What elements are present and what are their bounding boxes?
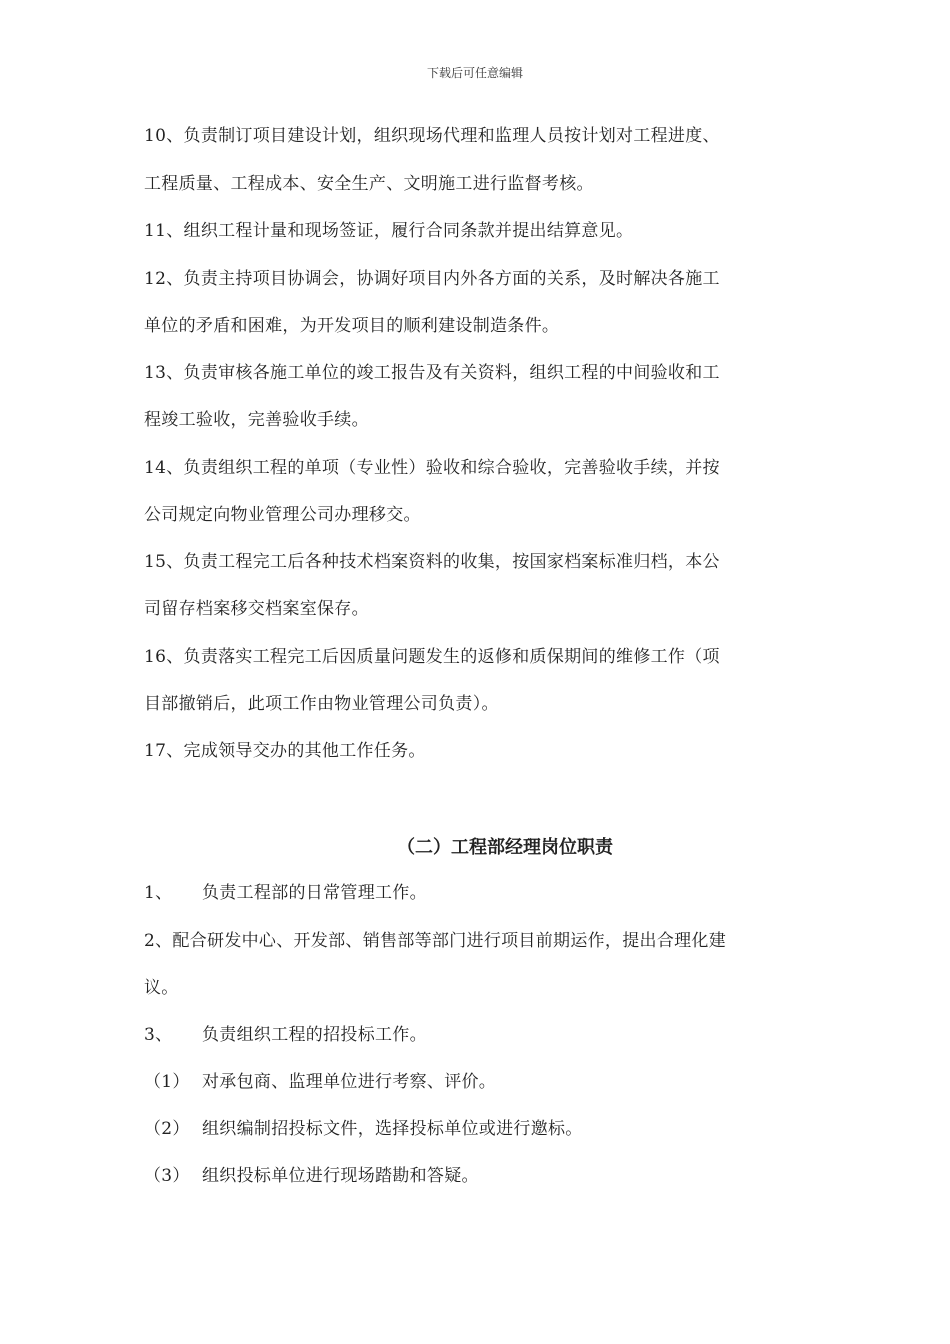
- duty-line-13a: 13、负责审核各施工单位的竣工报告及有关资料，组织工程的中间验收和工: [144, 363, 720, 383]
- page-header: 下载后可任意编辑: [426, 66, 523, 80]
- item-text: 组织编制招投标文件，选择投标单位或进行邀标。: [202, 1119, 583, 1139]
- item-text: 议。: [144, 978, 179, 998]
- item-text: 负责组织工程的招投标工作。: [202, 1025, 427, 1045]
- item-text: 2、配合研发中心、开发部、销售部等部门进行项目前期运作，提出合理化建: [144, 931, 727, 951]
- duty-line-14b: 公司规定向物业管理公司办理移交。: [144, 505, 421, 525]
- duty-line-12a: 12、负责主持项目协调会，协调好项目内外各方面的关系，及时解决各施工: [144, 269, 720, 289]
- item-number: 1、: [144, 883, 173, 903]
- duty-line-12b: 单位的矛盾和困难，为开发项目的顺利建设制造条件。: [144, 316, 560, 336]
- section-item-2b: [144, 977, 179, 999]
- duty-line-10b: 工程质量、工程成本、安全生产、文明施工进行监督考核。: [144, 174, 594, 194]
- duty-line-11: 11、组织工程计量和现场签证，履行合同条款并提出结算意见。: [144, 221, 634, 241]
- item-number: 3、: [144, 1025, 173, 1045]
- duty-line-14a: 14、负责组织工程的单项（专业性）验收和综合验收，完善验收手续，并按: [144, 458, 720, 478]
- section-item-3: [144, 1024, 427, 1046]
- duty-line-10a: 10、负责制订项目建设计划，组织现场代理和监理人员按计划对工程进度、: [144, 126, 720, 146]
- duty-line-16a: 16、负责落实工程完工后因质量问题发生的返修和质保期间的维修工作（项: [144, 647, 720, 667]
- duty-line-13b: 程竣工验收，完善验收手续。: [144, 410, 369, 430]
- item-number: （3）: [144, 1166, 190, 1186]
- section-subitem-1: [141, 1071, 496, 1093]
- section-subitem-3: [141, 1165, 479, 1187]
- duty-line-15a: 15、负责工程完工后各种技术档案资料的收集，按国家档案标准归档，本公: [144, 552, 720, 572]
- section-title: （二）工程部经理岗位职责: [397, 837, 613, 858]
- item-number: （1）: [144, 1072, 190, 1092]
- item-text: 组织投标单位进行现场踏勘和答疑。: [202, 1166, 479, 1186]
- item-text: 负责工程部的日常管理工作。: [202, 883, 427, 903]
- section-item-1: [144, 882, 427, 904]
- duty-line-16b: 目部撤销后，此项工作由物业管理公司负责）。: [144, 694, 499, 714]
- item-text: 对承包商、监理单位进行考察、评价。: [202, 1072, 497, 1092]
- duty-line-15b: 司留存档案移交档案室保存。: [144, 599, 369, 619]
- duty-line-17: 17、完成领导交办的其他工作任务。: [144, 741, 426, 761]
- section-subitem-2: [141, 1118, 583, 1140]
- item-number: （2）: [144, 1119, 190, 1139]
- section-item-2a: [144, 930, 726, 952]
